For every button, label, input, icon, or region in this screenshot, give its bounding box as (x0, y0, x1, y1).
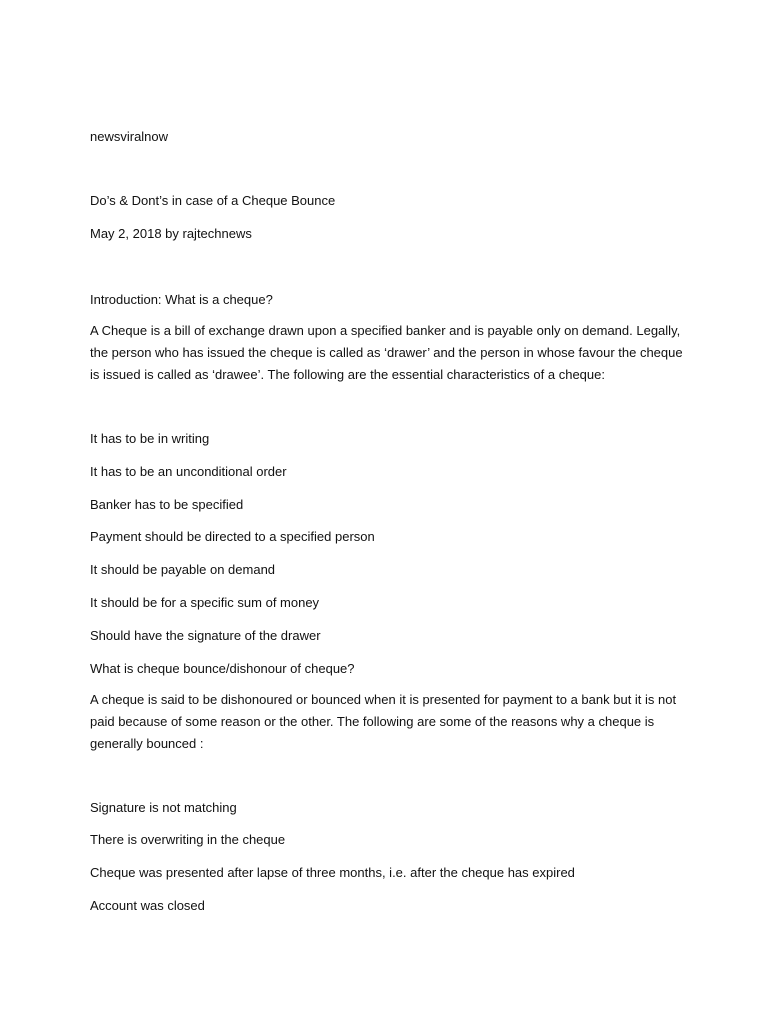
characteristic-item: It has to be an unconditional order (90, 464, 287, 479)
intro-heading: Introduction: What is a cheque? (90, 292, 273, 307)
characteristic-item: It should be for a specific sum of money (90, 595, 320, 610)
reason-item: Signature is not matching (90, 800, 237, 815)
bounce-heading: What is cheque bounce/dishonour of cheque? (90, 661, 355, 676)
reason-item: Account was closed (90, 898, 205, 913)
characteristic-item: Banker has to be specified (90, 497, 244, 512)
reason-item: There is overwriting in the cheque (90, 832, 286, 847)
characteristic-item: It should be payable on demand (90, 562, 276, 577)
reason-item: Cheque was presented after lapse of three months, i.e. after the cheque has expired (90, 865, 575, 880)
characteristic-item: Should have the signature of the drawer (90, 628, 321, 643)
article-title: Do’s & Dont’s in case of a Cheque Bounce (90, 193, 336, 208)
characteristic-item: Payment should be directed to a specified person (90, 529, 375, 544)
site-name: newsviralnow (90, 129, 169, 144)
intro-paragraph: A Cheque is a bill of exchange drawn upon a specified banker and is payable only on demand. Legally, the person who has issued the cheque is called as ‘drawer’ and the person in whose favour the cheque is issued is called as ‘drawee’. The following are the essential characteristics of a cheque: (90, 323, 683, 382)
characteristic-item: It has to be in writing (90, 431, 210, 446)
bounce-paragraph: A cheque is said to be dishonoured or bounced when it is presented for payment to a bank but it is not paid because of some reason or the other. The following are some of the reasons why a cheque is generally bounced : (90, 692, 677, 751)
article-byline: May 2, 2018 by rajtechnews (90, 226, 252, 241)
